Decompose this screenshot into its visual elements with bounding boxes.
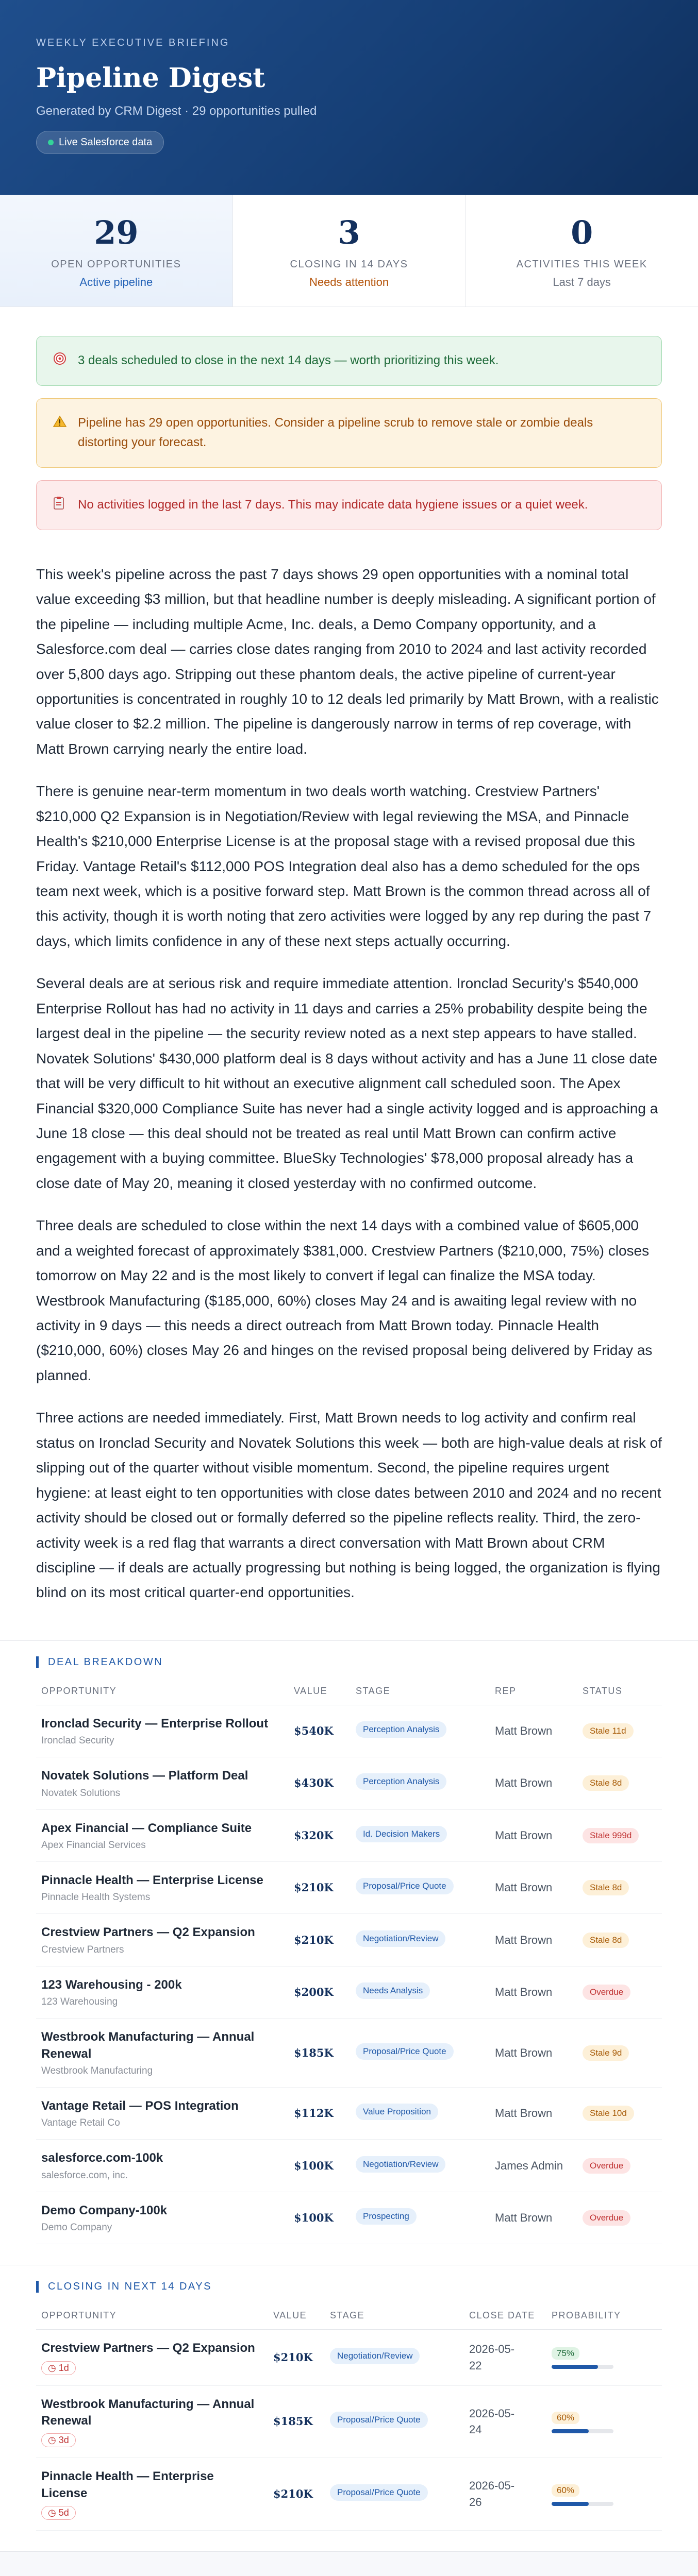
opportunity-cell [36, 1705, 289, 1757]
opportunity-cell [36, 1966, 289, 2018]
stat-value: 0 [571, 214, 593, 251]
column-header[interactable]: REP [490, 1680, 577, 1705]
days-to-close-badge [41, 2361, 76, 2375]
stat-value: 29 [94, 214, 139, 251]
status-cell [577, 2192, 662, 2244]
stage-badge: Value Proposition [356, 2104, 438, 2120]
live-data-badge [36, 131, 164, 154]
column-header[interactable]: VALUE [268, 2304, 325, 2330]
probability-bar-fill [552, 2429, 589, 2433]
table-row[interactable] [36, 1966, 662, 2018]
table-row[interactable] [36, 2330, 662, 2385]
status-cell [577, 1757, 662, 1809]
column-header[interactable]: OPPORTUNITY [36, 1680, 289, 1705]
deal-value: $210K [273, 2350, 313, 2364]
stat-activities[interactable] [466, 195, 698, 307]
opportunity-cell [36, 2192, 289, 2244]
warning-icon [53, 413, 68, 453]
stats-bar [0, 195, 698, 307]
value-cell [289, 2019, 351, 2088]
stage-badge: Perception Analysis [356, 1721, 446, 1738]
deal-name[interactable]: Westbrook Manufacturing — Annual Renewal [41, 2030, 255, 2061]
rep-name: Matt Brown [495, 1776, 553, 1790]
probability-bar-fill [552, 2365, 598, 2369]
status-badge: Overdue [583, 2158, 630, 2174]
rep-cell [490, 2192, 577, 2244]
deal-breakdown-section [0, 1640, 698, 2265]
rep-cell [490, 1705, 577, 1757]
column-header[interactable]: STAGE [325, 2304, 464, 2330]
narrative-paragraph: Three deals are scheduled to close within the next 14 days with a combined value of $605,000 and a weighted forecast of approximately $381,000. Crestview Partners ($210,000, 75%) closes tomorrow on May 22 and is the most likely to convert if legal can finalize the MSA today. Westbrook Manufacturing ($185,000, 60%) closes May 24 and is awaiting legal review with no activity in 9 days — this needs a direct outreach from Matt Brown today. Pinnacle Health ($210,000, 60%) closes May 26 and hinges on the revised proposal being delivered by Friday as planned. [36, 1217, 653, 1383]
days-to-close: 1d [58, 2362, 69, 2373]
value-cell [289, 2140, 351, 2192]
narrative-paragraph: Three actions are needed immediately. First, Matt Brown needs to log activity and confirm real status on Ironclad Security and Novatek Solutions this week — both are high-value deals at risk of slipping out of the quarter without visible momentum. Second, the pipeline requires urgent hygiene: at least eight to ten opportunities with close dates between 2010 and 2024 and no recent activity should be closed out or formally deferred so the pipeline reflects reality. Third, the zero-activity week is a red flag that warrants a direct conversation with Matt Brown about CRM discipline — if deals are actually progressing but nothing is being logged, the organization is flying blind on its most critical quarter-end opportunities. [36, 1410, 662, 1601]
table-row[interactable] [36, 2019, 662, 2088]
value-cell [289, 1757, 351, 1809]
rep-cell [490, 1757, 577, 1809]
probability-label: 60% [552, 2484, 579, 2497]
status-badge: Stale 8d [583, 1933, 629, 1948]
alert-text: 3 deals scheduled to close in the next 14 days — worth prioritizing this week. [78, 353, 499, 367]
stage-cell [325, 2458, 464, 2531]
probability-cell [546, 2385, 662, 2458]
stat-open-opportunities[interactable] [0, 195, 233, 307]
close-date-cell [464, 2330, 546, 2385]
status-cell [577, 1862, 662, 1914]
opportunity-cell [36, 1914, 289, 1966]
deal-value: $185K [294, 2046, 334, 2059]
rep-cell [490, 2019, 577, 2088]
table-row[interactable] [36, 2192, 662, 2244]
status-cell [577, 2087, 662, 2139]
clipboard-icon [53, 495, 68, 515]
table-row[interactable] [36, 2140, 662, 2192]
stage-cell [351, 1705, 490, 1757]
stage-cell [351, 1914, 490, 1966]
stage-badge: Proposal/Price Quote [356, 2043, 454, 2060]
deal-company: Novatek Solutions [41, 1787, 121, 1799]
probability-cell [546, 2330, 662, 2385]
deal-value: $210K [294, 1933, 334, 1946]
rep-name: Matt Brown [495, 1724, 553, 1738]
rep-name: Matt Brown [495, 2046, 553, 2059]
close-date: 2026-05-24 [469, 2406, 515, 2436]
probability-bar [552, 2429, 613, 2433]
deal-value: $210K [294, 1881, 334, 1894]
alert-no-activity [36, 480, 662, 530]
status-cell [577, 1914, 662, 1966]
rep-cell [490, 1862, 577, 1914]
stage-badge: Id. Decision Makers [356, 1826, 447, 1842]
deal-company: salesforce.com, inc. [41, 2170, 128, 2181]
stage-badge: Proposal/Price Quote [330, 2484, 428, 2501]
stage-cell [351, 2019, 490, 2088]
closing-soon-section [0, 2265, 698, 2551]
close-date-cell [464, 2385, 546, 2458]
rep-name: Matt Brown [495, 1985, 553, 1998]
stage-cell [351, 2192, 490, 2244]
stage-cell [351, 1757, 490, 1809]
status-cell [577, 2019, 662, 2088]
column-header[interactable]: STATUS [577, 1680, 662, 1705]
deal-name[interactable]: Pinnacle Health — Enterprise License [41, 2469, 214, 2500]
deal-name[interactable]: Crestview Partners — Q2 Expansion [41, 1925, 255, 1940]
table-header-row [36, 1680, 662, 1705]
page-title: Pipeline Digest [36, 62, 265, 94]
stage-cell [351, 1809, 490, 1861]
narrative-paragraph: This week's pipeline across the past 7 days shows 29 open opportunities with a nominal total value exceeding $3 million, but that headline number is deeply misleading. A significant portion of the pipeline — including multiple Acme, Inc. deals, a Demo Company opportunity, and a Salesforce.com deal — carries close dates ranging from 2010 to 2024 and last activity recorded over 5,800 days ago. Stripping out these phantom deals, the active pipeline of current-year opportunities is concentrated in roughly 10 to 12 deals led primarily by Matt Brown, with a realistic value closer to $2.2 million. The pipeline is dangerously narrow in terms of rep coverage, with Matt Brown carrying nearly the entire load. [36, 566, 659, 757]
column-header[interactable]: PROBABILITY [546, 2304, 662, 2330]
table-row[interactable] [36, 1862, 662, 1914]
opportunity-cell [36, 1757, 289, 1809]
rep-cell [490, 2140, 577, 2192]
table-row[interactable] [36, 1809, 662, 1861]
alert-closing-soon [36, 336, 662, 386]
stat-subtext: Last 7 days [553, 276, 611, 289]
stat-value: 3 [338, 214, 360, 251]
rep-name: James Admin [495, 2159, 563, 2172]
deal-company: Ironclad Security [41, 1735, 114, 1747]
value-cell [289, 1914, 351, 1966]
deal-value: $100K [294, 2211, 334, 2224]
table-row[interactable] [36, 1705, 662, 1757]
deal-name[interactable]: Pinnacle Health — Enterprise License [41, 1873, 263, 1888]
deal-value: $210K [273, 2487, 313, 2501]
deal-name[interactable]: Novatek Solutions — Platform Deal [41, 1769, 248, 1783]
probability-bar-fill [552, 2502, 589, 2506]
status-badge: Stale 9d [583, 2045, 629, 2061]
value-cell [289, 1862, 351, 1914]
value-cell [268, 2385, 325, 2458]
deal-value: $320K [294, 1828, 334, 1842]
live-data-label: Live Salesforce data [59, 137, 153, 148]
column-header[interactable]: CLOSE DATE [464, 2304, 546, 2330]
close-date: 2026-05-26 [469, 2479, 515, 2509]
rep-name: Matt Brown [495, 2107, 553, 2120]
probability-cell [546, 2458, 662, 2531]
closing-rows [36, 2330, 662, 2531]
deal-company: Apex Financial Services [41, 1840, 146, 1851]
live-dot-icon [48, 140, 54, 145]
alert-text: No activities logged in the last 7 days. This may indicate data hygiene issues or a quiet week. [78, 497, 588, 512]
status-badge: Stale 8d [583, 1880, 629, 1895]
deal-company: Pinnacle Health Systems [41, 1892, 151, 1903]
stat-subtext: Needs attention [309, 276, 389, 289]
status-cell [577, 1705, 662, 1757]
table-header-row [36, 2304, 662, 2330]
deal-company: Crestview Partners [41, 1944, 124, 1955]
days-to-close-badge [41, 2506, 76, 2520]
narrative-paragraph: There is genuine near-term momentum in two deals worth watching. Crestview Partners' $210,000 Q2 Expansion is in Negotiation/Review with legal reviewing the MSA, and Pinnacle Health's $210,000 Enterprise License is at the proposal stage with a revised proposal due this Friday. Vantage Retail's $112,000 POS Integration deal also has a demo scheduled for the ops team next week, which is a positive forward step. Matt Brown is the common thread across all of this activity, though it is worth noting that zero activities were logged by any rep during the past 7 days, which limits confidence in any of these next steps actually occurring. [36, 783, 652, 949]
deal-breakdown-table [36, 1680, 662, 2244]
stat-subtext: Active pipeline [79, 276, 153, 289]
stage-badge: Negotiation/Review [356, 1930, 445, 1947]
probability-label: 60% [552, 2412, 579, 2424]
deal-name[interactable]: salesforce.com-100k [41, 2151, 163, 2165]
clock-icon: ◷ [48, 2435, 59, 2446]
deal-company: Vantage Retail Co [41, 2117, 120, 2129]
opportunity-cell [36, 2140, 289, 2192]
rep-cell [490, 1966, 577, 2018]
days-to-close: 3d [58, 2435, 69, 2446]
narrative-summary [0, 552, 698, 1640]
status-cell [577, 1809, 662, 1861]
clock-icon: ◷ [48, 2362, 59, 2373]
stage-cell [351, 2087, 490, 2139]
value-cell [289, 1705, 351, 1757]
status-cell [577, 2140, 662, 2192]
deal-value: $540K [294, 1724, 334, 1738]
stage-cell [351, 1862, 490, 1914]
header-subtitle: Generated by CRM Digest · 29 opportunities pulled [36, 104, 317, 118]
stat-label: CLOSING IN 14 DAYS [290, 259, 408, 270]
deal-rows [36, 1705, 662, 2244]
value-cell [289, 1966, 351, 2018]
stage-badge: Prospecting [356, 2208, 417, 2225]
stat-label: OPEN OPPORTUNITIES [51, 259, 181, 270]
header-eyebrow: WEEKLY EXECUTIVE BRIEFING [36, 37, 230, 48]
target-icon [53, 351, 68, 371]
deal-name[interactable]: Ironclad Security — Enterprise Rollout [41, 1716, 269, 1731]
value-cell [289, 2087, 351, 2139]
column-header[interactable]: OPPORTUNITY [36, 2304, 268, 2330]
opportunity-cell [36, 1862, 289, 1914]
stat-closing-soon[interactable] [233, 195, 466, 307]
stage-cell [325, 2385, 464, 2458]
alert-pipeline-scrub [36, 398, 662, 468]
alert-text: Pipeline has 29 open opportunities. Consider a pipeline scrub to remove stale or zombie deals distorting your forecast. [78, 416, 593, 450]
deal-value: $200K [294, 1985, 334, 1998]
rep-name: Matt Brown [495, 1828, 553, 1842]
deal-name[interactable]: 123 Warehousing - 200k [41, 1977, 182, 1992]
stage-cell [351, 1966, 490, 2018]
status-badge: Stale 11d [583, 1723, 634, 1739]
narrative-paragraph: Several deals are at serious risk and require immediate attention. Ironclad Security's $540,000 Enterprise Rollout has had no activity in 11 days and carries a 25% probability despite being the largest deal in the pipeline — the security review noted as a next step appears to have stalled. Novatek Solutions' $430,000 platform deal is 8 days without activity and has a June 11 close date that will be very difficult to hit without an executive alignment call scheduled soon. The Apex Financial $320,000 Compliance Suite has never had a single activity logged and is approaching a June 18 close — this deal should not be treated as real until Matt Brown can confirm active engagement with a buying committee. BlueSky Technologies' $78,000 proposal already has a close date of May 20, meaning it closed yesterday with no confirmed outcome. [36, 975, 658, 1191]
header [0, 0, 698, 195]
alerts-list [0, 307, 698, 552]
stage-badge: Negotiation/Review [356, 2156, 445, 2173]
value-cell [268, 2330, 325, 2385]
opportunity-cell [36, 2330, 268, 2385]
value-cell [268, 2458, 325, 2531]
table-row[interactable] [36, 2385, 662, 2458]
column-header[interactable]: STAGE [351, 1680, 490, 1705]
status-badge: Stale 999d [583, 1828, 639, 1843]
footer [0, 2551, 698, 2576]
stage-badge: Proposal/Price Quote [330, 2412, 428, 2428]
deal-value: $100K [294, 2159, 334, 2172]
deal-name[interactable]: Westbrook Manufacturing — Annual Renewal [41, 2397, 255, 2428]
opportunity-cell [36, 2019, 289, 2088]
table-row[interactable] [36, 2087, 662, 2139]
status-badge: Stale 10d [583, 2106, 634, 2121]
section-title: DEAL BREAKDOWN [36, 1656, 662, 1668]
opportunity-cell [36, 2385, 268, 2458]
probability-label: 75% [552, 2347, 579, 2360]
column-header[interactable]: VALUE [289, 1680, 351, 1705]
status-cell [577, 1966, 662, 2018]
stage-cell [351, 2140, 490, 2192]
opportunity-cell [36, 2458, 268, 2531]
closing-soon-table [36, 2304, 662, 2531]
days-to-close: 5d [58, 2507, 69, 2518]
status-badge: Overdue [583, 1985, 630, 2000]
clock-icon: ◷ [48, 2507, 59, 2518]
rep-name: Matt Brown [495, 2211, 553, 2224]
table-row[interactable] [36, 1914, 662, 1966]
value-cell [289, 2192, 351, 2244]
opportunity-cell [36, 2087, 289, 2139]
stage-cell [325, 2330, 464, 2385]
table-row[interactable] [36, 1757, 662, 1809]
status-badge: Stale 8d [583, 1775, 629, 1791]
status-badge: Overdue [583, 2210, 630, 2226]
deal-value: $430K [294, 1776, 334, 1790]
stage-badge: Proposal/Price Quote [356, 1878, 454, 1894]
stage-badge: Needs Analysis [356, 1982, 430, 1999]
deal-company: 123 Warehousing [41, 1996, 118, 2008]
rep-cell [490, 1914, 577, 1966]
deal-company: Demo Company [41, 2222, 112, 2233]
section-title: CLOSING IN NEXT 14 DAYS [36, 2281, 662, 2293]
close-date: 2026-05-22 [469, 2342, 515, 2372]
deal-value: $112K [294, 2107, 334, 2120]
table-row[interactable] [36, 2458, 662, 2531]
rep-name: Matt Brown [495, 1933, 553, 1946]
rep-name: Matt Brown [495, 1881, 553, 1894]
probability-bar [552, 2502, 613, 2506]
deal-company: Westbrook Manufacturing [41, 2065, 153, 2076]
stage-badge: Perception Analysis [356, 1773, 446, 1790]
opportunity-cell [36, 1809, 289, 1861]
rep-cell [490, 2087, 577, 2139]
deal-name[interactable]: Apex Financial — Compliance Suite [41, 1821, 252, 1835]
stage-badge: Negotiation/Review [330, 2348, 420, 2364]
deal-name[interactable]: Crestview Partners — Q2 Expansion [41, 2341, 255, 2355]
value-cell [289, 1809, 351, 1861]
stat-label: ACTIVITIES THIS WEEK [516, 259, 647, 270]
days-to-close-badge [41, 2433, 76, 2447]
deal-value: $185K [273, 2415, 313, 2428]
close-date-cell [464, 2458, 546, 2531]
deal-name[interactable]: Demo Company-100k [41, 2203, 168, 2217]
probability-bar [552, 2365, 613, 2369]
rep-cell [490, 1809, 577, 1861]
deal-name[interactable]: Vantage Retail — POS Integration [41, 2098, 239, 2113]
